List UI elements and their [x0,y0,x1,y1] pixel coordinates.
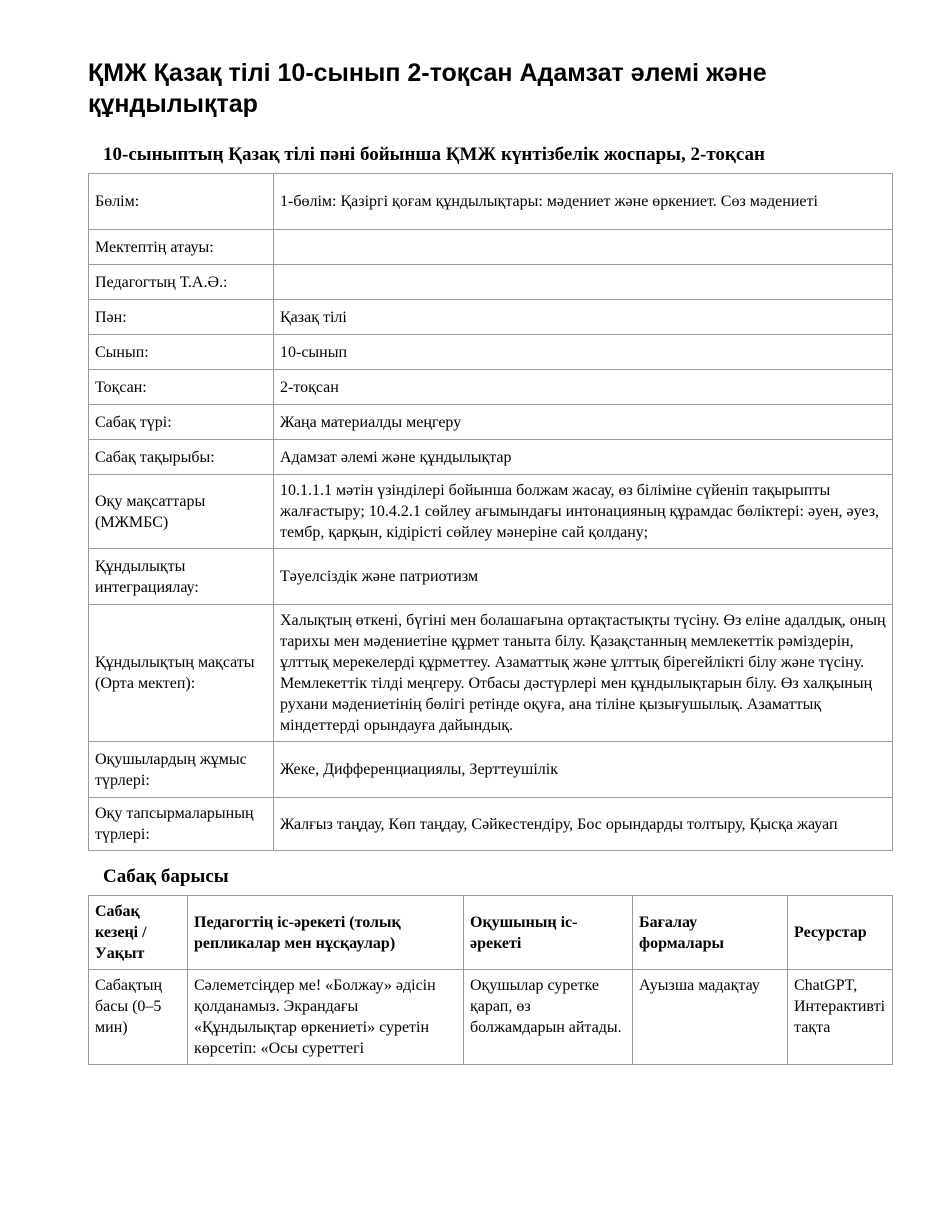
info-label: Оқу тапсырмаларының түрлері: [89,798,274,851]
info-label: Оқушылардың жұмыс түрлері: [89,742,274,798]
plan-heading: 10-сыныптың Қазақ тілі пәні бойынша ҚМЖ күнтізбелік жоспары, 2-тоқсан [103,144,765,165]
table-row [89,605,893,742]
info-label: Сынып: [89,335,274,370]
info-value: 10-сынып [274,335,893,370]
document-page [88,58,893,1065]
info-label: Мектептің атауы: [89,230,274,265]
student-activity-cell: Оқушылар суретке қарап, өз болжамдарын айтады. [464,970,633,1065]
info-value: Жалғыз таңдау, Көп таңдау, Сәйкестендіру, Бос орындарды толтыру, Қысқа жауап [274,798,893,851]
info-value [274,230,893,265]
teacher-activity-cell: Сәлеметсіңдер ме! «Болжау» әдісін қолданамыз. Экрандағы «Құндылықтар өркениеті» суретін көрсетіп: «Осы суреттегі [188,970,464,1065]
table-row [89,335,893,370]
column-header: Оқушының іс-әрекеті [464,896,633,970]
document-title: ҚМЖ Қазақ тілі 10-сынып 2-тоқсан Адамзат әлемі және құндылықтар [88,59,767,118]
info-value: Тәуелсіздік және патриотизм [274,549,893,605]
table-header-row [89,896,893,970]
info-label: Құндылықты интеграциялау: [89,549,274,605]
table-row [89,265,893,300]
info-label: Құндылықтың мақсаты (Орта мектеп): [89,605,274,742]
info-value: Адамзат әлемі және құндылықтар [274,440,893,475]
table-row [89,174,893,230]
table-row [89,440,893,475]
stage-cell: Сабақтың басы (0–5 мин) [89,970,188,1065]
info-label: Оқу мақсаттары (МЖМБС) [89,475,274,549]
info-value: Қазақ тілі [274,300,893,335]
lesson-heading: Сабақ барысы [103,866,229,887]
info-label: Бөлім: [89,174,274,230]
table-row [89,230,893,265]
info-value: Жеке, Дифференциациялы, Зерттеушілік [274,742,893,798]
info-value [274,265,893,300]
info-label: Пән: [89,300,274,335]
info-label: Тоқсан: [89,370,274,405]
resources-cell: ChatGPT, Интерактивті тақта [788,970,893,1065]
info-value: 1-бөлім: Қазіргі қоғам құндылықтары: мәдениет және өркениет. Сөз мәдениеті [274,174,893,230]
info-value: Жаңа материалды меңгеру [274,405,893,440]
column-header: Ресурстар [788,896,893,970]
assessment-cell: Ауызша мадақтау [633,970,788,1065]
info-value: 10.1.1.1 мәтін үзінділері бойынша болжам жасау, өз біліміне сүйеніп тақырыпты жалғастыру; 10.4.2.1 сөйлеу ағымындағы интонацияның құрамдас бөліктері: әуен, әуез, тембр, қарқын, кідірісті сөйлеу мәнеріне сай қолдану; [274,475,893,549]
info-value: 2-тоқсан [274,370,893,405]
table-row [89,405,893,440]
column-header: Педагогтің іс-әрекеті (толық репликалар мен нұсқаулар) [188,896,464,970]
table-row [89,970,893,1065]
lesson-flow-table [88,895,893,1065]
table-row [89,742,893,798]
table-row [89,370,893,405]
column-header: Сабақ кезеңі / Уақыт [89,896,188,970]
table-row [89,475,893,549]
lesson-info-table [88,173,893,851]
column-header: Бағалау формалары [633,896,788,970]
info-label: Педагогтың Т.А.Ә.: [89,265,274,300]
table-row [89,549,893,605]
table-row [89,300,893,335]
info-label: Сабақ тақырыбы: [89,440,274,475]
info-label: Сабақ түрі: [89,405,274,440]
table-row [89,798,893,851]
info-value: Халықтың өткені, бүгіні мен болашағына ортақтастықты түсіну. Өз еліне адалдық, оның тарихы мен мәдениетіне құрмет таныта білу. Қазақстанның мемлекеттік рәміздерін, ұлттық мерекелерді құрметтеу. Азаматтық және ұлттық бірегейлікті білу және түсіну. Мемлекеттік тілді меңгеру. Отбасы дәстүрлері мен құндылықтарын білу. Өз халқының рухани мәдениетінің бөлігі ретінде оқуға, ана тіліне қызығушылық. Азаматтық міндеттерді орындауға дайындық. [274,605,893,742]
